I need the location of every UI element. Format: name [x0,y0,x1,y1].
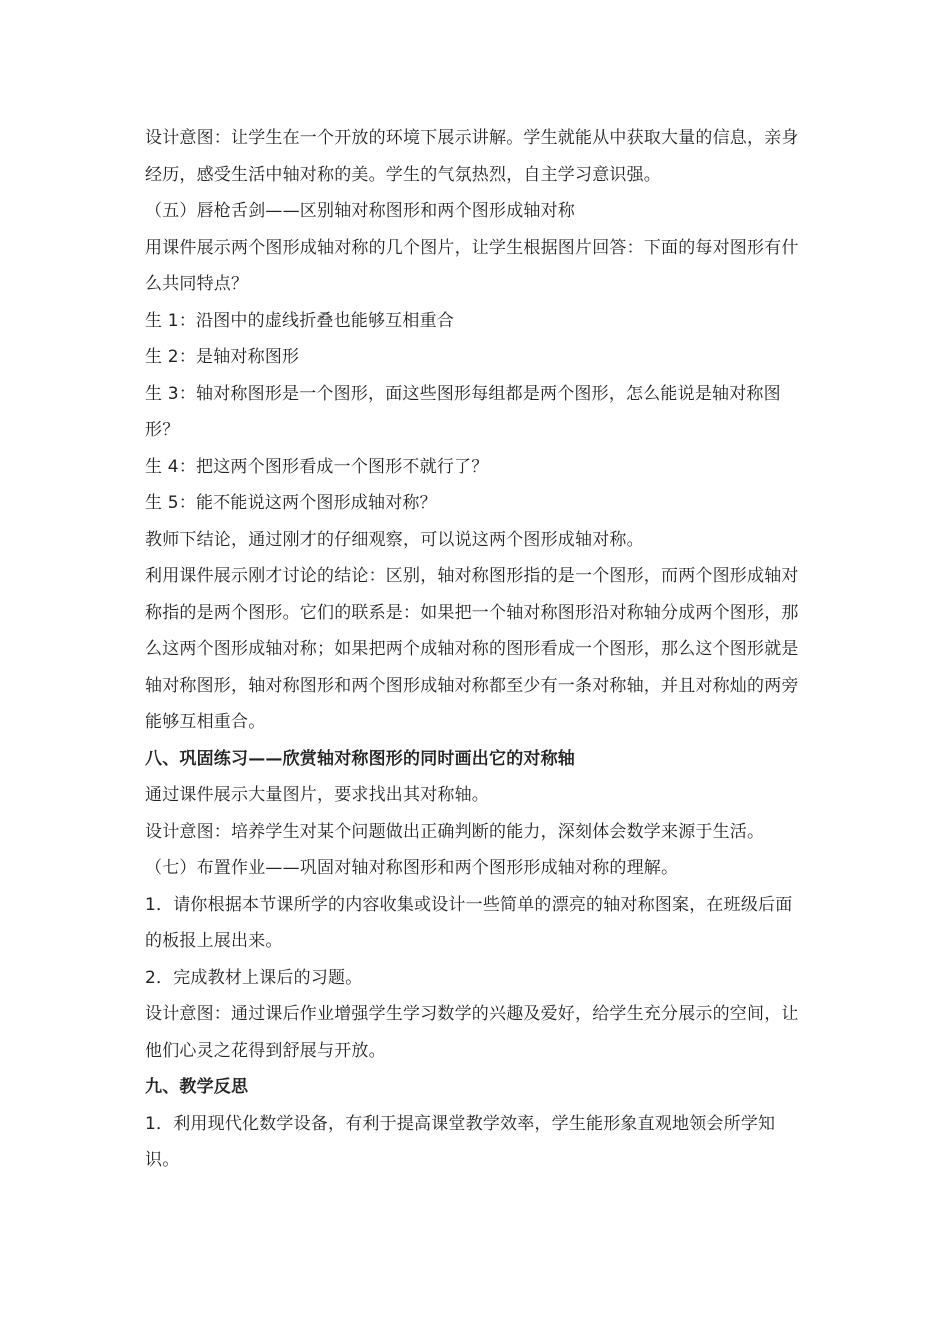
paragraph-student-5: 生 5：能不能说这两个图形成轴对称？ [145,493,437,513]
paragraph-design-intent-2: 设计意图：培养学生对某个问题做出正确判断的能力，深刻体会数学来源于生活。 [145,821,765,842]
paragraph-teacher-conclusion: 教师下结论，通过刚才的仔细观察，可以说这两个图形成轴对称。 [145,529,644,550]
paragraph-student-2: 生 2：是轴对称图形 [145,347,300,367]
paragraph-discussion-conclusion: 利用课件展示刚才讨论的结论：区别，轴对称图形指的是一个图形，而两个图形成轴对称指的是两个图形。它们的联系是：如果把一个轴对称图形沿对称轴分成两个图形，那么这两个图形成轴对称；如果把两个成轴对称的图形看成一个图形，那么这个图形就是轴对称图形，轴对称图形和两个图形成轴对称都至少有一条对称轴，并且对称灿的两旁能够互相重合。 [145,566,799,732]
paragraph-design-intent-1: 设计意图：让学生在一个开放的环境下展示讲解。学生就能从中获取大量的信息，亲身经历，感受生活中轴对称的美。学生的气氛热烈，自主学习意识强。 [145,128,799,185]
heading-section-nine: 九、教学反思 [145,1077,249,1097]
paragraph-find-axis: 通过课件展示大量图片，要求找出其对称轴。 [145,785,489,805]
paragraph-homework-2: 2．完成教材上课后的习题。 [145,967,363,988]
paragraph-courseware-question: 用课件展示两个图形成轴对称的几个图片，让学生根据图片回答：下面的每对图形有什么共同特点？ [145,237,799,294]
paragraph-student-4: 生 4：把这两个图形看成一个图形不就行了？ [145,456,489,477]
paragraph-student-3: 生 3：轴对称图形是一个图形，面这些图形每组都是两个图形，怎么能说是轴对称图形？ [145,383,781,440]
paragraph-section-seven-heading: （七）布置作业——巩固对轴对称图形和两个图形形成轴对称的理解。 [145,858,679,878]
heading-section-eight: 八、巩固练习——欣赏轴对称图形的同时画出它的对称轴 [145,748,575,769]
paragraph-design-intent-3: 设计意图：通过课后作业增强学生学习数学的兴趣及爱好，给学生充分展示的空间，让他们心灵之花得到舒展与开放。 [145,1004,799,1061]
paragraph-reflection-1: 1．利用现代化数学设备，有利于提高课堂教学效率，学生能形象直观地领会所学知识。 [145,1113,776,1170]
paragraph-student-1: 生 1：沿图中的虚线折叠也能够互相重合 [145,310,455,331]
document-body [145,120,805,1179]
paragraph-section-five-heading: （五）唇枪舌剑——区别轴对称图形和两个图形成轴对称 [145,201,575,221]
paragraph-homework-1: 1．请你根据本节课所学的内容收集或设计一些简单的漂亮的轴对称图案，在班级后面的板报上展出来。 [145,894,793,951]
